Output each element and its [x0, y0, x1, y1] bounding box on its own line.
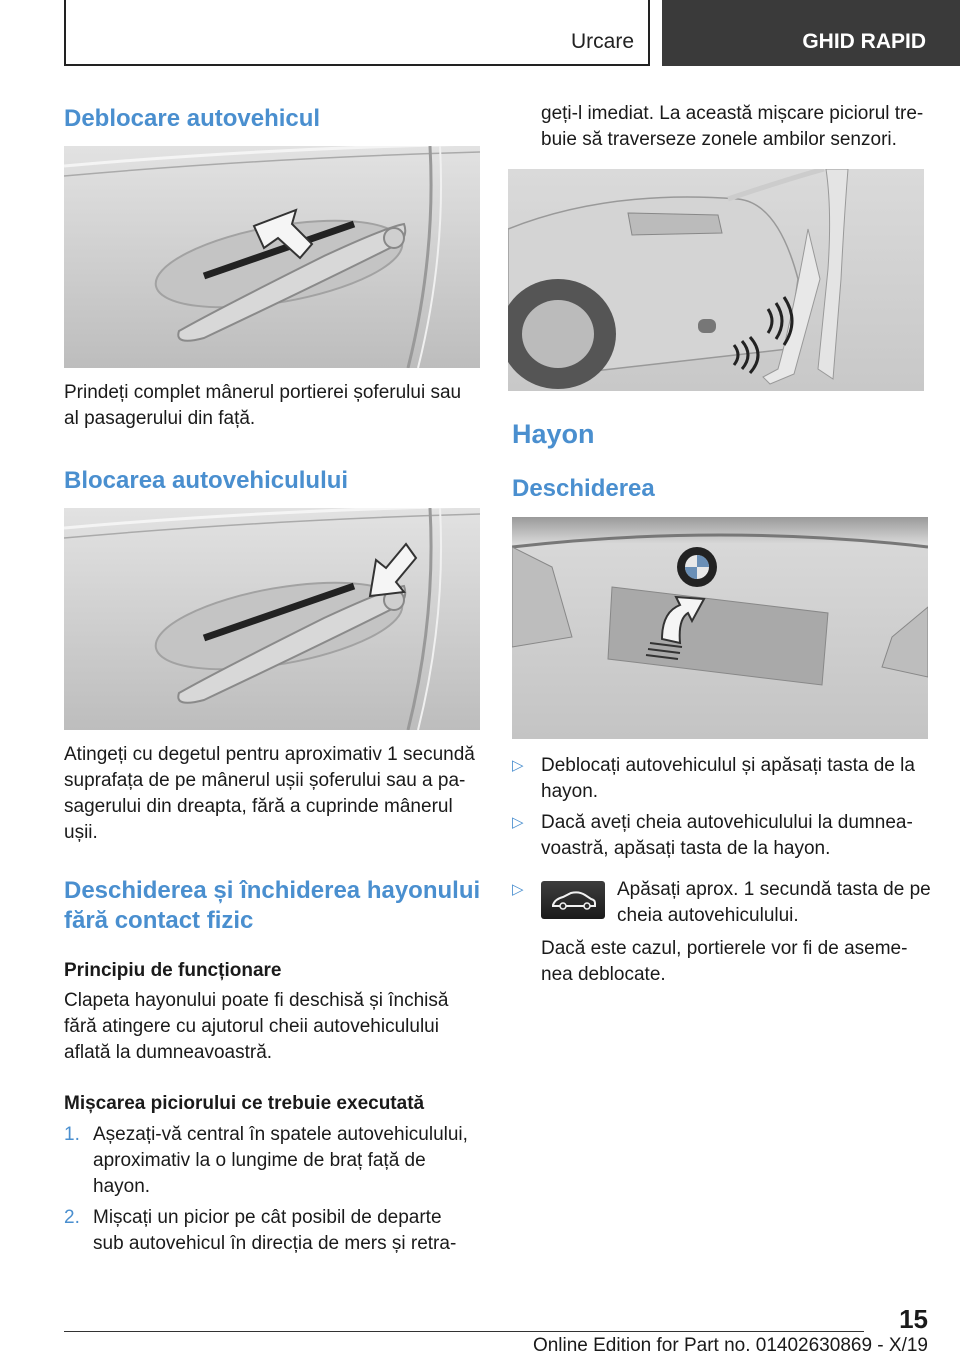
text-line: voastră, apăsați tasta de la hayon.: [541, 838, 831, 859]
text-line: fără atingere cu ajutorul cheii autovehiculului: [64, 1016, 439, 1037]
text-line: aflată la dumneavoastră.: [64, 1042, 273, 1063]
header-section-title: Urcare: [570, 30, 634, 53]
header-tab-label: GHID RAPID: [802, 30, 926, 53]
step-number: 1.: [64, 1124, 80, 1145]
bullet-text: [617, 877, 933, 929]
text-line: sub autovehicul în direcția de mers și retra-: [93, 1233, 457, 1254]
header-section-box: [64, 0, 650, 66]
footer-divider: [64, 1331, 864, 1332]
heading-noncontact: [64, 876, 482, 936]
text-line: hayon.: [541, 781, 599, 802]
heading-opening-text: Deschiderea: [512, 475, 655, 502]
heading-opening: [512, 474, 930, 504]
text-line: Atingeți cu degetul pentru aproximativ 1 secundă: [64, 744, 475, 765]
header-tab: [662, 0, 960, 66]
paragraph-lock: [64, 742, 482, 846]
text-line: Mișcați un picior pe cât posibil de departe: [93, 1207, 442, 1228]
foot-gesture-illustration: [508, 169, 924, 391]
paragraph-principle: [64, 988, 482, 1066]
text-line: cheia autovehiculului.: [617, 905, 799, 926]
text-line: Clapeta hayonului poate fi deschisă și închisă: [64, 990, 449, 1011]
heading-movement: [64, 1092, 482, 1116]
bullet-text: [541, 810, 933, 862]
heading-unlock-text: Deblocare autovehicul: [64, 105, 321, 132]
heading-unlock: [64, 104, 482, 134]
text-line: sagerului din dreapta, fără a cuprinde mânerul: [64, 796, 453, 817]
text-line: nea deblocate.: [541, 964, 666, 985]
step-text: [93, 1122, 483, 1200]
heading-noncontact-line: Deschiderea și închiderea hayonului: [64, 877, 481, 904]
text-line: aproximativ la o lungime de braț față de: [93, 1150, 426, 1171]
text-line: hayon.: [93, 1176, 151, 1197]
bullet-marker: ▷: [512, 757, 524, 774]
car-key-icon: [541, 881, 605, 919]
text-line: Așezați-vă central în spatele autovehiculului,: [93, 1124, 468, 1145]
paragraph-after: [541, 936, 933, 988]
text-line: Dacă aveți cheia autovehiculului la dumnea-: [541, 812, 913, 833]
page-number: 15: [899, 1304, 928, 1334]
text-line: suprafața de pe mânerul ușii șoferului sau a pa-: [64, 770, 466, 791]
bullet-marker: ▷: [512, 814, 524, 831]
tailgate-button-illustration: [512, 517, 928, 739]
text-line: Dacă este cazul, portierele vor fi de aseme-: [541, 938, 908, 959]
heading-lock: [64, 466, 482, 496]
door-handle-grip-illustration: [64, 146, 480, 368]
heading-principle: [64, 959, 482, 983]
heading-lock-text: Blocarea autovehiculului: [64, 467, 349, 494]
text-line: ușii.: [64, 822, 98, 843]
heading-principle-text: Principiu de funcționare: [64, 960, 282, 981]
text-line: Prindeți complet mânerul portierei șoferului sau: [64, 382, 462, 403]
text-line: Deblocați autovehiculul și apăsați tasta de la: [541, 755, 915, 776]
paragraph-unlock: [64, 380, 482, 432]
heading-movement-text: Mișcarea piciorului ce trebuie executată: [64, 1093, 425, 1114]
text-line: al pasagerului din față.: [64, 408, 256, 429]
text-line: buie să traverseze zonele ambilor senzori.: [541, 129, 897, 150]
heading-tailgate-text: Hayon: [512, 419, 595, 449]
step-text: [93, 1205, 483, 1257]
bullet-text: [541, 753, 933, 805]
step-number: 2.: [64, 1207, 80, 1228]
text-line: geți-l imediat. La această mișcare piciorul tre-: [541, 103, 924, 124]
door-handle-touch-illustration: [64, 508, 480, 730]
footer-edition: Online Edition for Part no. 01402630869 - X/19: [532, 1335, 928, 1356]
heading-noncontact-line: fără contact fizic: [64, 907, 254, 934]
heading-tailgate: [512, 418, 930, 450]
bullet-marker: ▷: [512, 881, 524, 898]
text-line: Apăsați aprox. 1 secundă tasta de pe: [617, 879, 931, 900]
step-continuation: [541, 101, 931, 153]
